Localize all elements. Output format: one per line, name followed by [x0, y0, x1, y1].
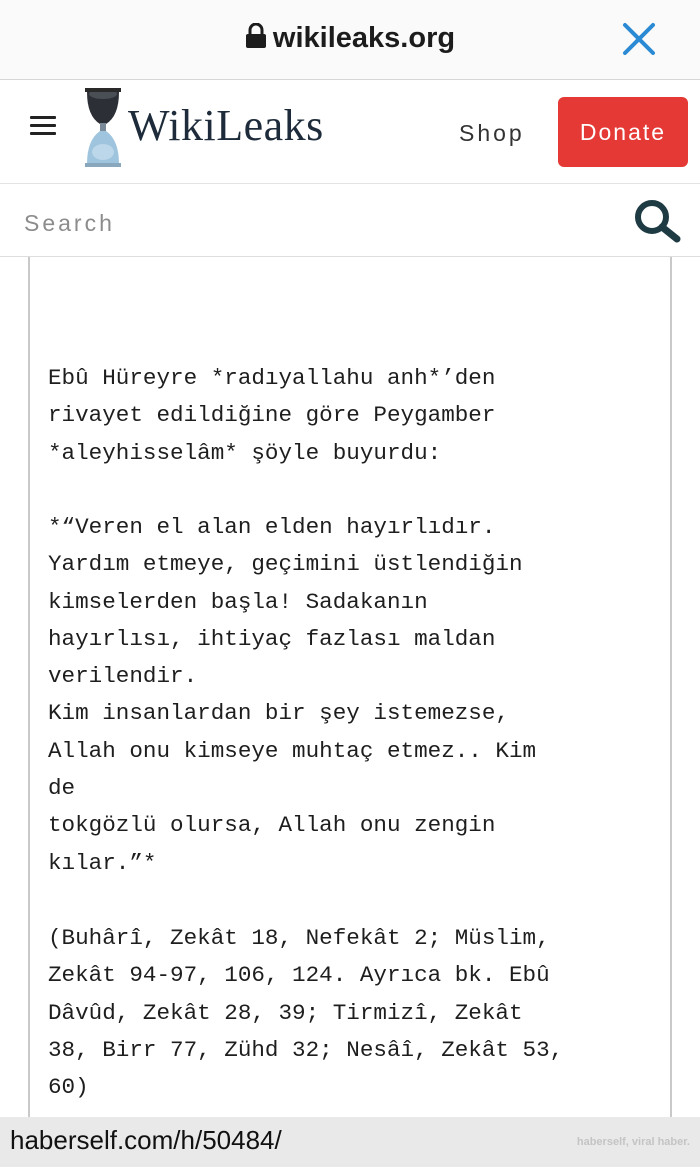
- shop-link[interactable]: Shop: [459, 120, 525, 146]
- browser-url-bar: [0, 0, 700, 80]
- search-input[interactable]: [24, 207, 584, 239]
- text-line: kılar.”*: [48, 849, 157, 876]
- lock-icon: [245, 23, 267, 49]
- address-bar[interactable]: [0, 22, 700, 55]
- text-line: rivayet edildiğine göre Peygamber: [48, 402, 496, 429]
- text-line: Yardım etmeye, geçimini üstlendiğin: [48, 551, 523, 578]
- text-line: 38, Birr 77, Zühd 32; Nesâî, Zekât 53,: [48, 1036, 564, 1063]
- text-line: Zekât 94-97, 106, 124. Ayrıca bk. Ebû: [48, 962, 550, 989]
- document-paragraph-hadith: [48, 509, 536, 882]
- document-paragraph-sources: [48, 920, 563, 1106]
- text-line: *aleyhisselâm* şöyle buyurdu:: [48, 439, 442, 466]
- text-line: Dâvûd, Zekât 28, 39; Tirmizî, Zekât: [48, 999, 523, 1026]
- text-line: de: [48, 775, 76, 802]
- text-line: 60): [48, 1074, 89, 1101]
- wikileaks-logo-text[interactable]: WikiLeaks: [128, 101, 324, 150]
- url-text: wikileaks.org: [272, 22, 456, 54]
- text-line: (Buhârî, Zekât 18, Nefekât 2; Müslim,: [48, 925, 550, 951]
- text-line: Allah onu kimseye muhtaç etmez.. Kim: [48, 737, 537, 764]
- text-line: verilendir.: [48, 663, 198, 690]
- wikileaks-hourglass-logo-icon[interactable]: [84, 86, 122, 168]
- text-line: *“Veren el alan elden hayırlıdır.: [48, 514, 496, 540]
- watermark-bar: [0, 1117, 700, 1167]
- text-line: tokgözlü olursa, Allah onu zengin: [48, 812, 496, 839]
- hamburger-menu-icon[interactable]: [30, 116, 56, 138]
- donate-button[interactable]: Donate: [558, 97, 688, 167]
- document-paragraph-intro: [48, 360, 495, 472]
- text-line: Kim insanlardan bir şey istemezse,: [48, 700, 509, 727]
- close-icon[interactable]: [622, 22, 656, 56]
- search-bar: [0, 185, 700, 257]
- text-line: kimselerden başla! Sadakanın: [48, 588, 428, 615]
- text-line: Ebû Hüreyre *radıyallahu anh*’den: [48, 365, 496, 391]
- watermark-tagline: haberself, viral haber.: [576, 1136, 690, 1148]
- text-line: hayırlısı, ihtiyaç fazlası maldan: [48, 625, 496, 652]
- watermark-url: haberself.com/h/50484/: [10, 1125, 282, 1155]
- site-header: [0, 80, 700, 184]
- search-icon[interactable]: [632, 199, 682, 243]
